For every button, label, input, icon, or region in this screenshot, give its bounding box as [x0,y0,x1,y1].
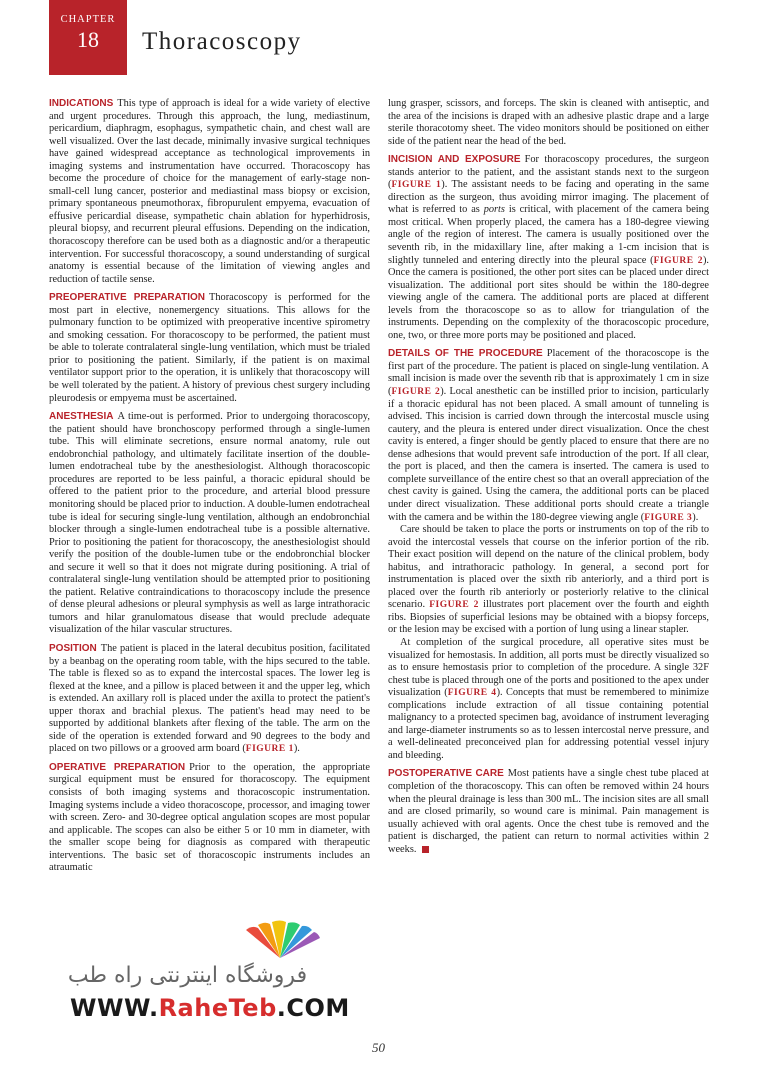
section-details-procedure [388,348,709,524]
chapter-number: 18 [77,27,99,52]
figure-reference[interactable]: FIGURE 2 [653,255,703,266]
figure-reference[interactable]: FIGURE 2 [391,387,441,398]
section-heading: INCISION AND EXPOSURE [388,154,521,166]
section-text: Most patients have a single chest tube placed at completion of the thoracoscopy. This can often be removed within 24 hours when the pleural drainage is less than 300 mL. The incision sites are all small and are closed primarily, so wound care is minimal. Pain management is usually achieved with oral agents. Once the chest tube is removed and the patient is discharged, the patient can return to normal activities within 2 weeks. [388,768,709,855]
section-position [49,643,370,756]
left-column [49,98,370,881]
details-paragraph-2 [388,524,709,637]
italic-term: ports [483,204,505,216]
section-text: ). Once the camera is positioned, the other port sites can be placed under direct visualization. The additional port sites should be within the 180-degree viewing angle of the camera. The additional ports are placed at different levels from the thoracoscope so as to allow for triangulation of the instruments. Depending on the complexity of the thoracoscopic procedure, one, two, or three more ports may be positioned and placed. [388,254,709,341]
section-operative-preparation [49,762,370,875]
section-text: This type of approach is ideal for a wide variety of elective and urgent procedures. Through this approach, the lung, mediastinum, pericardium, diaphragm, esophagus, sympathetic chain, and chest wall are well visualized. Over the last decade, minimally invasive surgical techniques have gained widespread acceptance as technological improvements in imaging systems and instrumentation have occurred. Thoracoscopy has become the procedure of choice for the management of early-stage non-small-cell lung cancer, posterior and mediastinal mass biopsy or excision, primary spontaneous pneumothorax, fibropurulent empyema, evacuation of effusive pericardial disease, sympathetic chain ablation for hyperhidrosis, pleural biopsy, and recurrent pleural effusions. Depending on the indication, thoracoscopy therefore can be used both as a diagnostic and/or a therapeutic intervention. For successful thoracoscopy, a sound understanding of surgical anatomy is essential because of the limitation of viewing angles and reduction of tactile sense. [49,98,370,285]
figure-reference[interactable]: FIGURE 1 [391,180,442,191]
section-anesthesia [49,411,370,637]
section-text: For thoracoscopy procedures, the surgeon stands anterior to the patient, and the assistant stands next to the surgeon ( [388,154,709,191]
figure-reference[interactable]: FIGURE 1 [245,744,294,755]
chapter-label: CHAPTER [60,14,116,25]
section-heading: PREOPERATIVE PREPARATION [49,292,206,304]
section-text: illustrates port placement over the fourth and eighth ribs. Biopsies of superficial lesions may be obtained with a biopsy forceps, or the lesion may be excised with a portion of lung using a linear stapler. [388,599,709,636]
section-postoperative-care [388,768,709,856]
section-preoperative-preparation [49,292,370,405]
section-text: ). [293,743,300,755]
figure-reference[interactable]: FIGURE 2 [429,600,479,611]
url-brand: RaheTeb [158,994,277,1022]
section-text: Placement of the thoracoscope is the first part of the procedure. The patient is placed on single-lung ventilation. A small incision is made over the seventh rib that is approximately 1 cm in size ( [388,348,710,398]
page-number: 50 [372,1040,385,1055]
section-heading: POSTOPERATIVE CARE [388,768,504,780]
section-text: Care should be taken to place the ports or instruments on top of the rib to avoid the intercostal vessels that course on the inferior portion of the rib. Their exact position will depend on the nature of the clinical problem, body habitus, and intrathoracic pathology. In general, a second port for instrumentation is placed over the sixth rib anteriorly, and a third port is placed over the fourth rib anteriorly or posteriorly relative to the clinical scenario. [388,524,709,611]
watermark-persian-text: فروشگاه اینترنتی راه طب [67,963,308,988]
watermark-url [70,994,350,1022]
chapter-badge [49,0,127,75]
section-text: ). The assistant needs to be facing and operating in the same direction as the surgeon, thus avoiding mirror imaging. The placement of what is referred to as [388,179,710,216]
figure-reference[interactable]: FIGURE 4 [447,688,497,699]
right-column [388,98,709,862]
store-watermark [60,920,350,1030]
url-suffix: .COM [276,994,350,1022]
section-heading: OPERATIVE PREPARATION [49,761,186,773]
section-heading: INDICATIONS [49,98,114,109]
chapter-title: Thoracoscopy [142,28,302,55]
section-indications [49,98,370,286]
section-text: Prior to the operation, the appropriate surgical equipment must be ensured for thoracoscopy. The equipment consists of both imaging systems and thoracoscopic instrumentation. Imaging systems include a video thoracoscope, processor, and imaging tower with screen. Zero- and 30-degree optical angulation scopes are most popular and applicable. The scopes can also be either 5 or 10 mm in diameter, with the smaller scope being for diagnosis as compared with therapeutic interventions. The basic set of thoracoscopic instruments includes an atraumatic [49,761,370,874]
section-text: Thoracoscopy is performed for the most part in elective, nonemergency situations. This allows for the pulmonary function to be optimized with preoperative incentive spirometry and smoking cessation. For thoracoscopy to be performed, the patient must be able to tolerate contralateral single-lung ventilation, which must be trialed prior to positioning the patient. Similarly, if the patient is on maximal ventilator support prior to the operation, it is unlikely that thoracoscopy will be well tolerated by the patient. A history of previous chest surgery including pleurodesis or empyema must be ascertained. [49,292,370,404]
section-incision-exposure [388,154,709,342]
end-of-chapter-mark [422,846,429,853]
section-text: is critical, with placement of the camera being most critical. When properly placed, the camera has a 180-degree viewing angle of the region of interest. The camera is usually positioned over the seventh rib, in the midaxillary line, after making a 1-cm incision that is slightly tunneled and entering directly into the pleural space ( [388,204,709,266]
section-operative-continuation [388,98,709,148]
url-prefix: WWW. [70,994,159,1022]
section-text: ). [692,511,699,523]
section-text: lung grasper, scissors, and forceps. The skin is cleaned with antiseptic, and the area of the incisions is draped with an adhesive plastic drape and a large sterile thoracotomy sheet. The video monitors should be positioned on either side of the patient near the head of the bed. [388,98,709,147]
section-heading: POSITION [49,642,97,654]
section-heading: ANESTHESIA [49,411,114,423]
details-paragraph-3 [388,637,709,762]
book-fan-logo-icon [230,920,330,960]
section-heading: DETAILS OF THE PROCEDURE [388,348,543,360]
section-text: ). Concepts that must be remembered to minimize complications include extraction of all tissue containing potential malignancy to a protected specimen bag, avoidance of instrument leveraging and large-diameter instruments so as to lessen intercostal nerve pressure, and a well-delineated preconceived plan for addressing potential vessel injury and bleeding. [388,687,709,761]
section-text: ). Local anesthetic can be instilled prior to incision, particularly if a thoracic epidural has not been placed. A small amount of tunneling is advised. This incision is carried down through the intercostal muscle using cautery, and the pleura is entered under direct visualization. Once the chest cavity is entered, a finger should be gently placed to ensure that there are no dense adhesions that would prevent safe introduction of the port. If all clear, the port is placed, and then the camera is inserted. The camera is used to complete surveillance of the entire chest so that an overall appreciation of the chest cavity is gained. Using the camera, the additional ports can be placed under direct visualization. These additional ports should create a triangle with the camera and be within the 180-degree viewing angle ( [388,386,709,523]
section-text: At completion of the surgical procedure, all operative sites must be visualized for hemostasis. In addition, all ports must be directly visualized so as to ensure hemostasis prior to completion of the procedure. A single 32F chest tube is placed through one of the ports and positioned to the apex under visualization ( [388,636,709,699]
section-text: The patient is placed in the lateral decubitus position, facilitated by a beanbag on the operating room table, with the hips secured to the table. The table is flexed so as to expand the intercostal spaces. The lower leg is flexed at the knee, and a pillow is placed between it and the upper leg, which is extended. An axillary roll is placed under the axilla to protect the patient's upper thorax and brachial plexus. The patient's head may need to be supported by additional blankets after flexing of the table. The arm on the side of the operation is extended forward and 90 degrees to the body and placed on two pillows or a grooved arm board ( [49,642,370,755]
figure-reference[interactable]: FIGURE 3 [644,512,693,523]
section-text: A time-out is performed. Prior to undergoing thoracoscopy, the patient should have bronchoscopy performed through a single-lumen tube. This will eliminate secretions, ensure normal anatomy, rule out endobronchial pathology, and ultimately facilitate insertion of the double-lumen endotracheal tube by the anesthesiologist. Although thoracoscopic procedures are reported to be less painful, a thoracic epidural should be offered to the patient prior to the procedure, and arterial blood pressure monitoring should be placed prior to induction. A double-lumen endotracheal tube is ideal for securing single-lung ventilation, although an endobronchial blocker through a single-lumen endotracheal tube is a possible alternative. Prior to positioning the patient for thoracoscopy, the anesthesiologist should verify the position of the double-lumen tube or the endobronchial blocker and secure it well so that it does not migrate during positioning. A trial of contralateral single-lung ventilation should be attempted prior to positioning the patient. Relative contraindications to thoracoscopy include the presence of dense pleural adhesions or pleural symphysis as well as large intrathoracic tumors and hilar granulomatous disease that would preclude adequate visualization of the hilar vascular structures. [49,411,370,636]
